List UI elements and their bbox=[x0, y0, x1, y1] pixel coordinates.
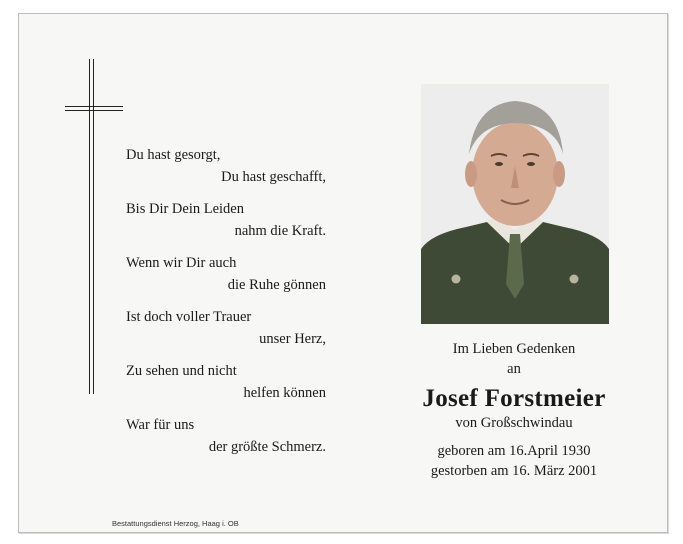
portrait-photo bbox=[421, 84, 609, 324]
portrait-image bbox=[421, 84, 609, 324]
poem-line: Zu sehen und nicht bbox=[126, 363, 237, 379]
poem-line: die Ruhe gönnen bbox=[227, 277, 326, 293]
memorial-an: an bbox=[507, 361, 521, 377]
memorial-heading: Im Lieben Gedenken bbox=[452, 341, 576, 357]
memorial-text bbox=[379, 339, 649, 481]
poem-line: Bis Dir Dein Leiden bbox=[126, 201, 244, 217]
poem-stanza bbox=[126, 360, 326, 404]
poem-stanza bbox=[126, 144, 326, 188]
poem-line: der größte Schmerz. bbox=[208, 439, 326, 455]
poem-stanza bbox=[126, 252, 326, 296]
poem-line: helfen können bbox=[243, 385, 326, 401]
poem-line: Du hast gesorgt, bbox=[126, 147, 221, 163]
death-date: gestorben am 16. März 2001 bbox=[430, 463, 598, 479]
poem-stanza bbox=[126, 414, 326, 458]
poem-line: nahm die Kraft. bbox=[234, 223, 326, 239]
deceased-origin: von Großschwindau bbox=[455, 415, 573, 431]
memorial-poem bbox=[126, 144, 326, 468]
birth-date: geboren am 16.April 1930 bbox=[437, 443, 591, 459]
poem-line: War für uns bbox=[126, 417, 195, 433]
memorial-card bbox=[18, 13, 668, 533]
cross-horizontal-bar bbox=[65, 106, 123, 111]
poem-line: Du hast geschafft, bbox=[221, 169, 326, 185]
funeral-service-credit: Bestattungsdienst Herzog, Haag i. OB bbox=[112, 519, 239, 528]
poem-line: Ist doch voller Trauer bbox=[126, 309, 252, 325]
deceased-name: Josef Forstmeier bbox=[422, 385, 606, 412]
poem-line: unser Herz, bbox=[259, 331, 326, 347]
poem-stanza bbox=[126, 306, 326, 350]
poem-stanza bbox=[126, 198, 326, 242]
poem-line: Wenn wir Dir auch bbox=[126, 255, 237, 271]
